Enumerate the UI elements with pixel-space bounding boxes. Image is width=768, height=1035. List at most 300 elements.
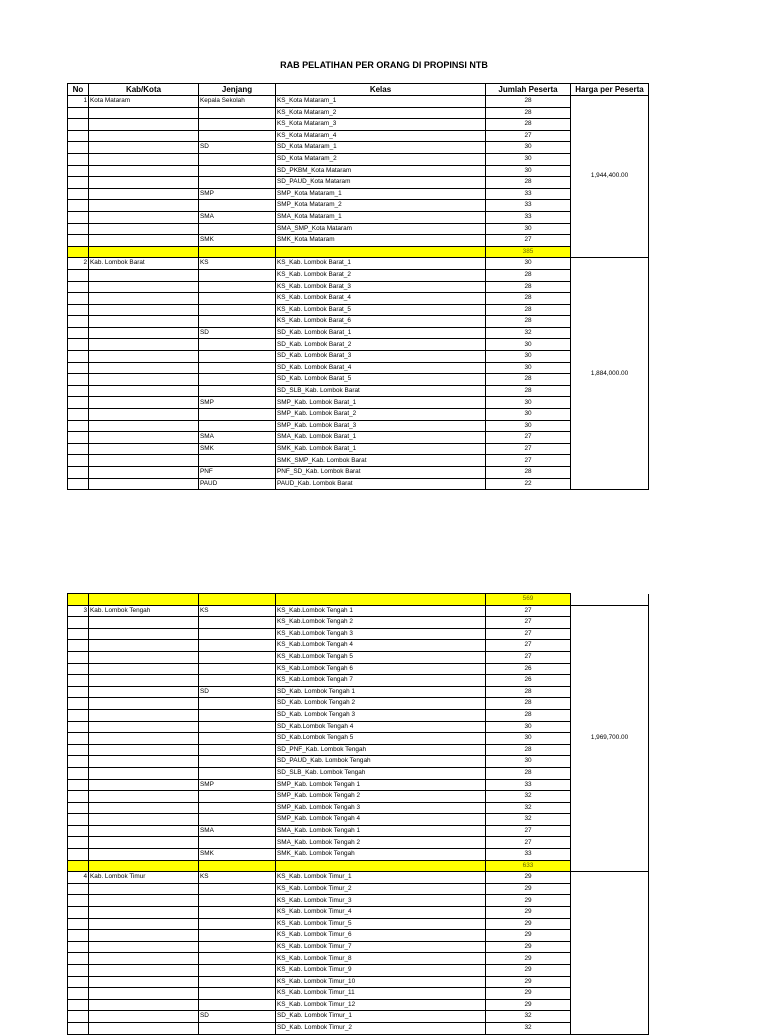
row-jumlah-peserta: 30 xyxy=(486,223,571,235)
row-kab-kota xyxy=(89,177,199,189)
row-kab-kota xyxy=(89,269,199,281)
row-kab-kota xyxy=(89,675,199,687)
row-jenjang: Kepala Sekolah xyxy=(199,96,276,108)
row-jumlah-peserta: 27 xyxy=(486,235,571,247)
row-no xyxy=(68,814,89,826)
row-kelas: SMA_SMP_Kota Mataram xyxy=(276,223,486,235)
row-no xyxy=(68,420,89,432)
row-no xyxy=(68,177,89,189)
row-kab-kota xyxy=(89,327,199,339)
row-kelas: SD_Kab. Lombok Tengah 1 xyxy=(276,686,486,698)
row-jenjang xyxy=(199,640,276,652)
table-row xyxy=(68,837,649,849)
table-row xyxy=(68,351,649,363)
table-row xyxy=(68,907,649,919)
table-body xyxy=(68,96,649,490)
row-no xyxy=(68,409,89,421)
table-row xyxy=(68,432,649,444)
table-row xyxy=(68,467,649,479)
row-kelas: KS_Kab. Lombok Timur_6 xyxy=(276,930,486,942)
row-jenjang xyxy=(199,941,276,953)
row-kelas: KS_Kab.Lombok Tengah 5 xyxy=(276,651,486,663)
row-jenjang: SMP xyxy=(199,188,276,200)
row-jumlah-peserta: 27 xyxy=(486,628,571,640)
row-jenjang xyxy=(199,374,276,386)
row-jenjang xyxy=(199,744,276,756)
row-kab-kota xyxy=(89,686,199,698)
row-jenjang: SMA xyxy=(199,825,276,837)
row-jumlah-peserta: 27 xyxy=(486,130,571,142)
row-jenjang xyxy=(199,339,276,351)
row-jenjang xyxy=(199,837,276,849)
table-row xyxy=(68,362,649,374)
row-jenjang xyxy=(199,930,276,942)
row-jumlah-peserta: 30 xyxy=(486,165,571,177)
row-no xyxy=(68,988,89,1000)
row-jenjang xyxy=(199,409,276,421)
row-no xyxy=(68,651,89,663)
carry-total-row xyxy=(68,594,649,606)
table-row xyxy=(68,965,649,977)
table-row xyxy=(68,721,649,733)
row-no xyxy=(68,640,89,652)
row-kelas: SMP_Kota Mataram_1 xyxy=(276,188,486,200)
row-kab-kota xyxy=(89,941,199,953)
row-jenjang: SMA xyxy=(199,211,276,223)
row-jumlah-peserta: 28 xyxy=(486,269,571,281)
row-no xyxy=(68,443,89,455)
row-jenjang xyxy=(199,907,276,919)
subtotal-cell xyxy=(199,246,276,258)
row-kab-kota xyxy=(89,814,199,826)
row-no xyxy=(68,142,89,154)
row-no xyxy=(68,351,89,363)
row-jenjang: KS xyxy=(199,605,276,617)
row-kab-kota xyxy=(89,825,199,837)
row-no xyxy=(68,953,89,965)
row-jumlah-peserta: 33 xyxy=(486,200,571,212)
row-kab-kota: Kab. Lombok Timur xyxy=(89,872,199,884)
row-no: 1 xyxy=(68,96,89,108)
table-row xyxy=(68,814,649,826)
row-kab-kota xyxy=(89,895,199,907)
row-jenjang xyxy=(199,999,276,1011)
budget-table-page-2 xyxy=(67,593,649,1035)
row-jumlah-peserta: 32 xyxy=(486,791,571,803)
row-kelas: SD_Kab.Lombok Tengah 4 xyxy=(276,721,486,733)
row-jenjang: SMA xyxy=(199,432,276,444)
row-no xyxy=(68,385,89,397)
row-kelas: KS_Kab.Lombok Tengah 3 xyxy=(276,628,486,640)
row-kelas: KS_Kab. Lombok Timur_11 xyxy=(276,988,486,1000)
row-kelas: PNF_SD_Kab. Lombok Barat xyxy=(276,467,486,479)
table-row xyxy=(68,293,649,305)
row-kab-kota xyxy=(89,339,199,351)
row-no xyxy=(68,999,89,1011)
row-no xyxy=(68,327,89,339)
row-jenjang: KS xyxy=(199,872,276,884)
row-no: 4 xyxy=(68,872,89,884)
row-jumlah-peserta: 22 xyxy=(486,478,571,490)
row-kelas: KS_Kab. Lombok Timur_8 xyxy=(276,953,486,965)
table-row xyxy=(68,930,649,942)
row-jenjang xyxy=(199,362,276,374)
row-kab-kota xyxy=(89,200,199,212)
table-row xyxy=(68,733,649,745)
table-row xyxy=(68,883,649,895)
table-row xyxy=(68,420,649,432)
header-kelas: Kelas xyxy=(276,84,486,96)
row-kelas: KS_Kab.Lombok Tengah 6 xyxy=(276,663,486,675)
row-jumlah-peserta: 28 xyxy=(486,316,571,328)
row-kelas: KS_Kab. Lombok Timur_12 xyxy=(276,999,486,1011)
row-jenjang: SMK xyxy=(199,849,276,861)
table-row xyxy=(68,872,649,884)
table-row xyxy=(68,304,649,316)
table-row xyxy=(68,478,649,490)
table-row xyxy=(68,165,649,177)
row-jenjang xyxy=(199,756,276,768)
row-no xyxy=(68,223,89,235)
table-row xyxy=(68,849,649,861)
table-row xyxy=(68,686,649,698)
row-jumlah-peserta: 28 xyxy=(486,744,571,756)
table-row xyxy=(68,130,649,142)
row-jumlah-peserta: 29 xyxy=(486,883,571,895)
row-jumlah-peserta: 29 xyxy=(486,965,571,977)
row-no xyxy=(68,883,89,895)
row-no xyxy=(68,744,89,756)
table-row xyxy=(68,791,649,803)
row-kelas: KS_Kab.Lombok Tengah 2 xyxy=(276,617,486,629)
row-jenjang: SMK xyxy=(199,443,276,455)
row-no xyxy=(68,686,89,698)
row-jenjang: SMP xyxy=(199,397,276,409)
row-jenjang xyxy=(199,351,276,363)
table-row xyxy=(68,235,649,247)
row-kelas: KS_Kab. Lombok Barat_2 xyxy=(276,269,486,281)
row-kelas: SD_Kab. Lombok Barat_2 xyxy=(276,339,486,351)
table-row xyxy=(68,918,649,930)
row-jenjang xyxy=(199,420,276,432)
header-jenjang: Jenjang xyxy=(199,84,276,96)
row-kab-kota xyxy=(89,791,199,803)
row-no xyxy=(68,1022,89,1034)
row-jenjang xyxy=(199,269,276,281)
row-jumlah-peserta: 27 xyxy=(486,455,571,467)
row-kelas: SMA_Kota Mataram_1 xyxy=(276,211,486,223)
row-kab-kota xyxy=(89,1011,199,1023)
row-kab-kota xyxy=(89,617,199,629)
row-kelas: SD_Kab. Lombok Barat_5 xyxy=(276,374,486,386)
row-jenjang xyxy=(199,988,276,1000)
row-kab-kota xyxy=(89,733,199,745)
row-jumlah-peserta: 27 xyxy=(486,432,571,444)
row-no xyxy=(68,235,89,247)
row-jumlah-peserta: 28 xyxy=(486,304,571,316)
row-jenjang xyxy=(199,223,276,235)
table-row xyxy=(68,698,649,710)
row-no xyxy=(68,709,89,721)
row-jumlah-peserta: 26 xyxy=(486,663,571,675)
table-row xyxy=(68,651,649,663)
row-kab-kota xyxy=(89,837,199,849)
row-jumlah-peserta: 32 xyxy=(486,814,571,826)
row-kab-kota xyxy=(89,802,199,814)
row-jumlah-peserta: 30 xyxy=(486,258,571,270)
row-kab-kota xyxy=(89,628,199,640)
row-kab-kota xyxy=(89,281,199,293)
row-no xyxy=(68,211,89,223)
row-jumlah-peserta: 28 xyxy=(486,385,571,397)
row-jenjang xyxy=(199,976,276,988)
row-jumlah-peserta: 29 xyxy=(486,999,571,1011)
row-kab-kota xyxy=(89,235,199,247)
row-no xyxy=(68,432,89,444)
row-jumlah-peserta: 27 xyxy=(486,617,571,629)
row-no xyxy=(68,663,89,675)
table-row xyxy=(68,756,649,768)
row-jenjang xyxy=(199,791,276,803)
row-jenjang xyxy=(199,965,276,977)
table-body xyxy=(68,594,649,1035)
row-no xyxy=(68,374,89,386)
row-jumlah-peserta: 28 xyxy=(486,374,571,386)
table-row xyxy=(68,953,649,965)
row-jenjang xyxy=(199,281,276,293)
row-no xyxy=(68,628,89,640)
row-no xyxy=(68,721,89,733)
row-no xyxy=(68,119,89,131)
row-jenjang xyxy=(199,698,276,710)
row-jenjang: SD xyxy=(199,142,276,154)
row-jumlah-peserta: 32 xyxy=(486,802,571,814)
subtotal-cell xyxy=(68,860,89,872)
row-kelas: SMK_Kota Mataram xyxy=(276,235,486,247)
table-row xyxy=(68,941,649,953)
row-kab-kota xyxy=(89,663,199,675)
row-jenjang xyxy=(199,628,276,640)
row-jumlah-peserta: 27 xyxy=(486,443,571,455)
row-no xyxy=(68,455,89,467)
row-jumlah-peserta: 30 xyxy=(486,420,571,432)
row-no xyxy=(68,930,89,942)
subtotal-row xyxy=(68,246,649,258)
row-kab-kota xyxy=(89,988,199,1000)
row-jumlah-peserta: 29 xyxy=(486,941,571,953)
row-kelas: PAUD_Kab. Lombok Barat xyxy=(276,478,486,490)
table-row xyxy=(68,258,649,270)
row-kelas: SMA_Kab. Lombok Barat_1 xyxy=(276,432,486,444)
subtotal-value: 385 xyxy=(486,246,571,258)
row-jumlah-peserta: 30 xyxy=(486,142,571,154)
row-kelas: KS_Kab. Lombok Barat_1 xyxy=(276,258,486,270)
table-row xyxy=(68,617,649,629)
row-kelas: SD_PKBM_Kota Mataram xyxy=(276,165,486,177)
row-jenjang xyxy=(199,802,276,814)
table-row xyxy=(68,640,649,652)
row-jenjang xyxy=(199,709,276,721)
row-no xyxy=(68,107,89,119)
row-jumlah-peserta: 29 xyxy=(486,895,571,907)
row-kelas: SMP_Kota Mataram_2 xyxy=(276,200,486,212)
subtotal-cell xyxy=(199,860,276,872)
row-no: 3 xyxy=(68,605,89,617)
row-kab-kota: Kab. Lombok Barat xyxy=(89,258,199,270)
subtotal-cell xyxy=(89,246,199,258)
row-kelas: SMP_Kab. Lombok Tengah 3 xyxy=(276,802,486,814)
row-no xyxy=(68,733,89,745)
table-row xyxy=(68,188,649,200)
row-jumlah-peserta: 30 xyxy=(486,397,571,409)
row-kab-kota xyxy=(89,397,199,409)
row-no xyxy=(68,165,89,177)
row-jumlah-peserta: 28 xyxy=(486,96,571,108)
row-no xyxy=(68,918,89,930)
row-kab-kota xyxy=(89,698,199,710)
row-kelas: KS_Kab. Lombok Timur_3 xyxy=(276,895,486,907)
row-no xyxy=(68,837,89,849)
row-jumlah-peserta: 32 xyxy=(486,1022,571,1034)
row-no xyxy=(68,617,89,629)
row-kelas: KS_Kab.Lombok Tengah 7 xyxy=(276,675,486,687)
row-kelas: KS_Kab.Lombok Tengah 4 xyxy=(276,640,486,652)
table-row xyxy=(68,976,649,988)
row-no xyxy=(68,779,89,791)
row-kelas: KS_Kota Mataram_2 xyxy=(276,107,486,119)
row-kab-kota xyxy=(89,640,199,652)
row-kab-kota xyxy=(89,883,199,895)
row-no: 2 xyxy=(68,258,89,270)
table-row xyxy=(68,200,649,212)
table-row xyxy=(68,988,649,1000)
row-kab-kota xyxy=(89,293,199,305)
table-row xyxy=(68,96,649,108)
row-jumlah-peserta: 30 xyxy=(486,351,571,363)
row-jenjang xyxy=(199,130,276,142)
row-kab-kota xyxy=(89,965,199,977)
table-row xyxy=(68,409,649,421)
row-jumlah-peserta: 29 xyxy=(486,988,571,1000)
row-jenjang xyxy=(199,293,276,305)
row-kelas: KS_Kab.Lombok Tengah 1 xyxy=(276,605,486,617)
row-jenjang: PAUD xyxy=(199,478,276,490)
row-harga-per-peserta: 1,944,400.00 xyxy=(571,96,649,258)
carry-total-value: 569 xyxy=(486,594,571,606)
row-kelas: KS_Kab. Lombok Timur_4 xyxy=(276,907,486,919)
row-kelas: SD_Kab. Lombok Tengah 2 xyxy=(276,698,486,710)
row-kelas: SD_Kab. Lombok Timur_1 xyxy=(276,1011,486,1023)
row-kab-kota xyxy=(89,744,199,756)
row-kab-kota xyxy=(89,849,199,861)
row-jumlah-peserta: 29 xyxy=(486,953,571,965)
row-jenjang: SD xyxy=(199,1011,276,1023)
row-jenjang xyxy=(199,953,276,965)
row-harga-per-peserta: 1,884,000.00 xyxy=(571,258,649,490)
subtotal-value: 633 xyxy=(486,860,571,872)
table-row xyxy=(68,605,649,617)
row-no xyxy=(68,895,89,907)
row-no xyxy=(68,941,89,953)
row-jumlah-peserta: 27 xyxy=(486,605,571,617)
subtotal-cell xyxy=(276,246,486,258)
row-jenjang xyxy=(199,895,276,907)
row-kab-kota xyxy=(89,918,199,930)
table-row xyxy=(68,1022,649,1034)
row-kelas: SD_Kab. Lombok Barat_3 xyxy=(276,351,486,363)
row-no xyxy=(68,802,89,814)
row-no xyxy=(68,478,89,490)
row-kab-kota xyxy=(89,478,199,490)
row-kab-kota xyxy=(89,443,199,455)
row-kelas: SMP_Kab. Lombok Tengah 4 xyxy=(276,814,486,826)
row-kab-kota: Kota Mataram xyxy=(89,96,199,108)
row-kelas: SD_PNF_Kab. Lombok Tengah xyxy=(276,744,486,756)
row-kelas: SD_Kab. Lombok Timur_2 xyxy=(276,1022,486,1034)
row-jumlah-peserta: 33 xyxy=(486,211,571,223)
row-kab-kota xyxy=(89,153,199,165)
row-jenjang: PNF xyxy=(199,467,276,479)
row-kelas: SD_Kab. Lombok Barat_1 xyxy=(276,327,486,339)
row-kab-kota xyxy=(89,374,199,386)
row-jumlah-peserta: 33 xyxy=(486,188,571,200)
row-kelas: SD_SLB_Kab. Lombok Barat xyxy=(276,385,486,397)
row-kelas: SD_SLB_Kab. Lombok Tengah xyxy=(276,767,486,779)
row-jenjang xyxy=(199,767,276,779)
row-jenjang xyxy=(199,733,276,745)
row-no xyxy=(68,767,89,779)
row-kab-kota: Kab. Lombok Tengah xyxy=(89,605,199,617)
header-no: No xyxy=(68,84,89,96)
row-kab-kota xyxy=(89,420,199,432)
row-kelas: SMA_Kab. Lombok Tengah 1 xyxy=(276,825,486,837)
row-kelas: SMA_Kab. Lombok Tengah 2 xyxy=(276,837,486,849)
header-harga-per-peserta: Harga per Peserta xyxy=(571,84,649,96)
table-row xyxy=(68,663,649,675)
row-jumlah-peserta: 30 xyxy=(486,733,571,745)
row-kab-kota xyxy=(89,930,199,942)
row-kelas: KS_Kota Mataram_3 xyxy=(276,119,486,131)
row-kelas: KS_Kab. Lombok Timur_9 xyxy=(276,965,486,977)
row-kab-kota xyxy=(89,362,199,374)
row-kelas: KS_Kota Mataram_4 xyxy=(276,130,486,142)
table-row xyxy=(68,385,649,397)
row-no xyxy=(68,1011,89,1023)
row-jumlah-peserta: 29 xyxy=(486,872,571,884)
row-no xyxy=(68,675,89,687)
table-row xyxy=(68,895,649,907)
row-kab-kota xyxy=(89,130,199,142)
row-jumlah-peserta: 33 xyxy=(486,849,571,861)
row-no xyxy=(68,849,89,861)
row-kab-kota xyxy=(89,409,199,421)
row-no xyxy=(68,130,89,142)
row-no xyxy=(68,907,89,919)
row-kelas: KS_Kab. Lombok Barat_5 xyxy=(276,304,486,316)
subtotal-cell xyxy=(68,246,89,258)
row-kelas: SMK_Kab. Lombok Barat_1 xyxy=(276,443,486,455)
table-row xyxy=(68,107,649,119)
row-no xyxy=(68,269,89,281)
row-jumlah-peserta: 29 xyxy=(486,918,571,930)
table-row xyxy=(68,779,649,791)
row-harga-per-peserta xyxy=(571,872,649,1034)
row-kab-kota xyxy=(89,432,199,444)
row-jumlah-peserta: 30 xyxy=(486,756,571,768)
table-header-row xyxy=(68,84,649,96)
row-jumlah-peserta: 27 xyxy=(486,640,571,652)
row-no xyxy=(68,188,89,200)
